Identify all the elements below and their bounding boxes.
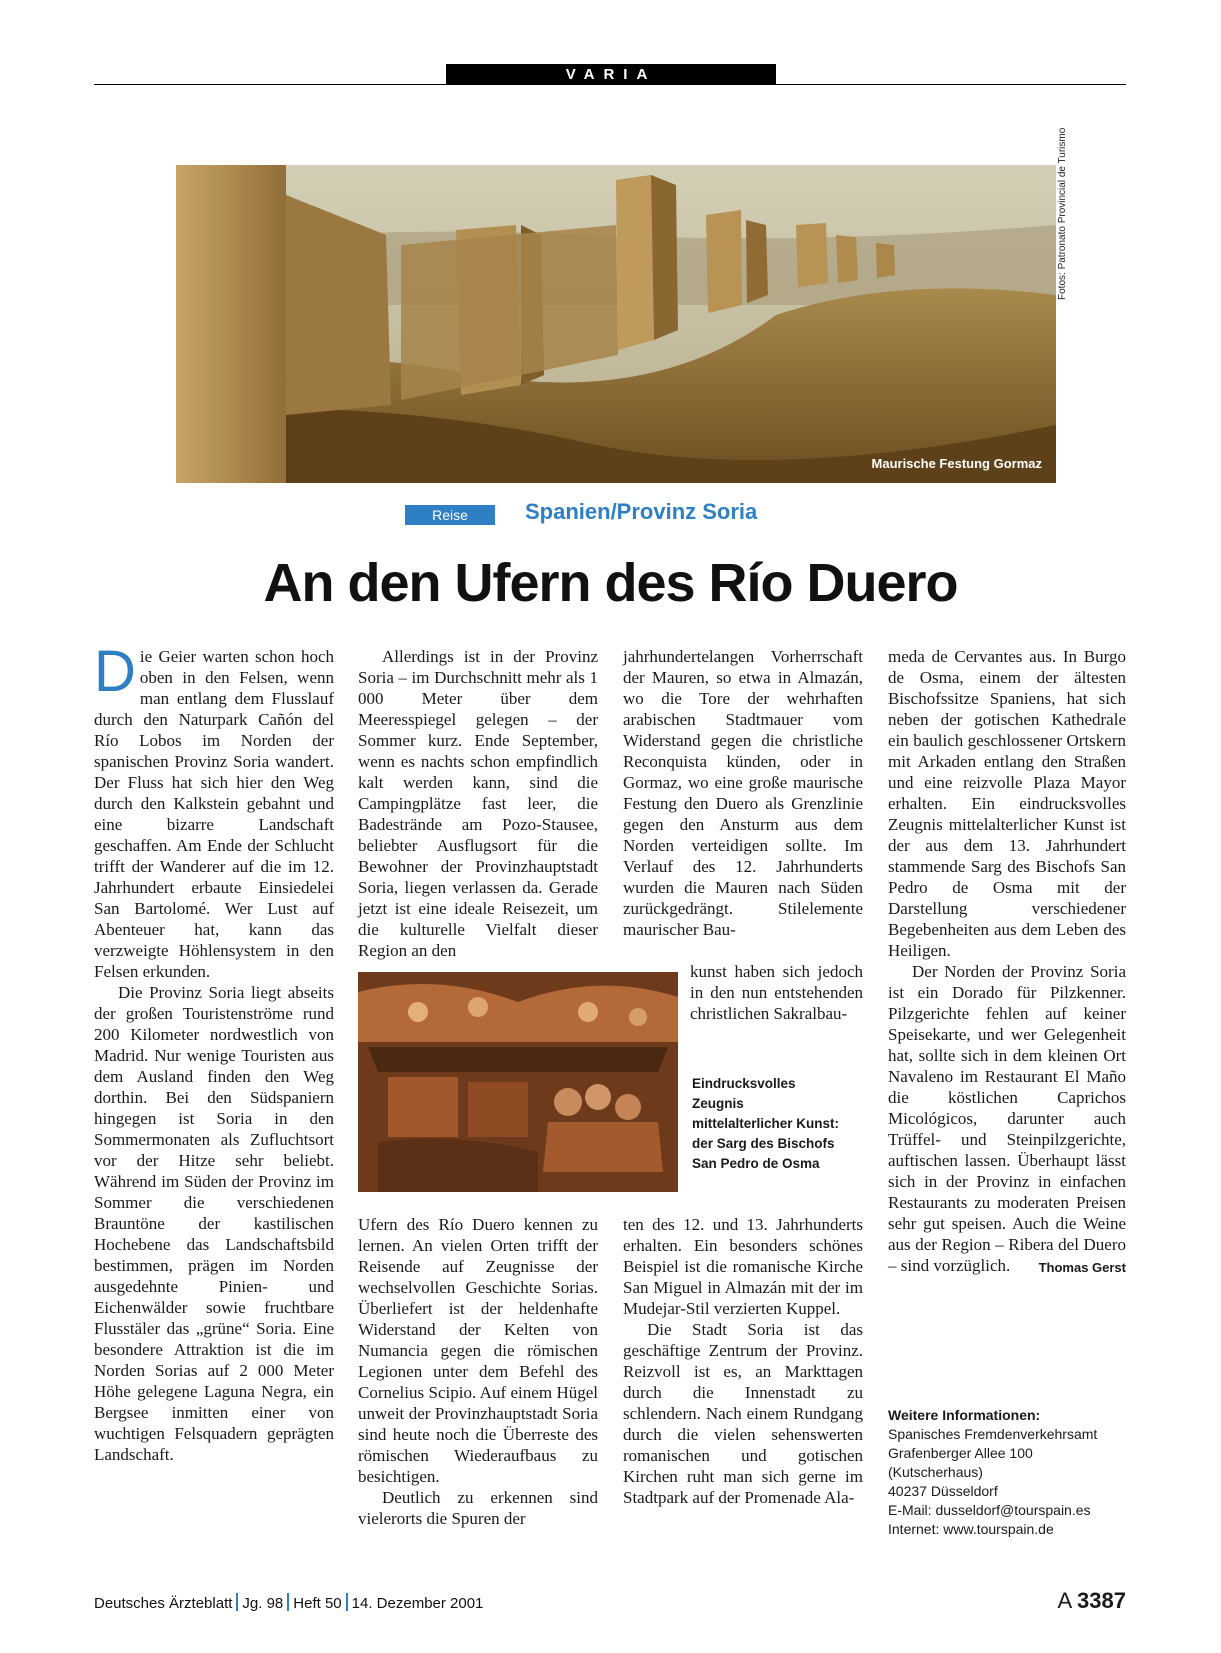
column-1 bbox=[94, 639, 334, 1465]
journal-name: Deutsches Ärzteblatt bbox=[94, 1595, 233, 1612]
paragraph-text: ie Geier warten schon hoch oben in den Felsen, wenn man entlang dem Flusslauf durch den Naturpark Cañón del Río Lobos im Norden der spanischen Provinz Soria wandert. Der Fluss hat sich hier den Weg durch den Kalkstein gebahnt und eine bizarre Landschaft geschaffen. Am Ende der Schlucht trifft der Wanderer auf die im 12. Jahrhundert erbaute Einsiedelei San Bartolomé. Wer Lust auf Abenteuer hat, kann das verzweigte Höhlensystem in den Felsen erkunden. bbox=[94, 647, 334, 981]
footer-separator bbox=[287, 1593, 289, 1611]
info-website: Internet: www.tourspain.de bbox=[888, 1521, 1054, 1537]
info-line: 40237 Düsseldorf bbox=[888, 1483, 998, 1499]
column-4 bbox=[888, 646, 1126, 1278]
info-title: Weitere Informationen: bbox=[888, 1407, 1041, 1423]
footer-separator bbox=[236, 1593, 238, 1611]
issue: Heft 50 bbox=[293, 1595, 342, 1612]
info-email: E-Mail: dusseldorf@tourspain.es bbox=[888, 1502, 1091, 1518]
issue-date: 14. Dezember 2001 bbox=[351, 1595, 484, 1612]
page-prefix: A bbox=[1057, 1588, 1071, 1613]
fortress-illustration bbox=[176, 165, 1056, 483]
footer bbox=[94, 1593, 483, 1612]
hero-caption: Maurische Festung Gormaz bbox=[871, 456, 1042, 471]
column-2-lower bbox=[358, 1214, 598, 1529]
drop-cap: D bbox=[94, 639, 136, 704]
column-3-narrow bbox=[690, 961, 863, 1024]
kicker-topic: Spanien/Provinz Soria bbox=[525, 499, 758, 524]
info-line: Spanisches Fremdenverkehrsamt bbox=[888, 1426, 1098, 1442]
paragraph-text: Der Norden der Provinz Soria ist ein Dorado für Pilzkenner. Pilzgerichte fehlen auf keiner Speisekarte, und wer Gelegenheit hat, sollte sich in dem kleinen Ort Navaleno im Restaurant El Maño die köstlichen Caprichos Micológicos, darunter auch Trüffel- und Steinpilzgerichte, auftischen lassen. Überhaupt lässt sich in der Provinz in einfachen Restaurants zu moderaten Preisen sehr gut speisen. Auch die Weine aus der Region – Ribera del Duero – sind vorzüglich. bbox=[888, 962, 1126, 1275]
paragraph: Die Provinz Soria liegt abseits der großen Touristenströme rund 200 Kilometer nordwestlich von Madrid. Nur wenige Touristen aus dem Ausland finden den Weg dorthin. Bei den Südspaniern hingegen ist Soria in den Sommermonaten als Zufluchtsort vor der Hitze sehr beliebt. Während im Süden der Provinz im Sommer die verschiedenen Brauntöne der kastilischen Hochebene das Landschaftsbild bestimmen, prägen im Norden ausgedehnte Pinien- und Eichenwälder sowie fruchtbare Flusstäler das „grüne“ Soria. Eine besondere Attraktion ist die im Norden Sorias auf 2 000 Meter Höhe gelegene Laguna Negra, ein Bergsee inmitten einer von wuchtigen Felsquadern geprägten Landschaft. bbox=[94, 983, 334, 1464]
page-number bbox=[1057, 1588, 1126, 1614]
column-2 bbox=[358, 646, 598, 961]
paragraph bbox=[94, 639, 334, 982]
paragraph: Allerdings ist in der Provinz Soria – im Durchschnitt mehr als 1 000 Meter über dem Meeresspiegel gelegen – der Sommer kurz. Ende September, wenn es nachts schon empfindlich kalt werden kann, sind die Campingplätze fast leer, die Badestrände am Pozo-Stausee, beliebter Ausflugsort für die Bewohner der Provinzhauptstadt Soria, liegen verlassen da. Gerade jetzt ist eine ideale Reisezeit, um die kulturelle Vielfalt dieser Region an den bbox=[358, 647, 598, 960]
footer-separator bbox=[346, 1593, 348, 1611]
author-byline: Thomas Gerst bbox=[1038, 1260, 1126, 1275]
hero-photo bbox=[176, 165, 1056, 483]
inset-caption: Eindrucksvolles Zeugnis mittelalterlicher Kunst: der Sarg des Bischofs San Pedro de Osma bbox=[692, 1076, 840, 1171]
info-line: (Kutscherhaus) bbox=[888, 1464, 983, 1480]
column-3 bbox=[623, 646, 863, 940]
page-value: 3387 bbox=[1077, 1588, 1126, 1613]
column-3-lower bbox=[623, 1214, 863, 1508]
photo-credit: Fotos: Patronato Provincial de Turismo bbox=[1057, 127, 1068, 300]
paragraph: Deutlich zu erkennen sind vielerorts die Spuren der bbox=[358, 1488, 598, 1528]
inset-photo bbox=[358, 972, 678, 1192]
paragraph: meda de Cervantes aus. In Burgo de Osma, einem der ältesten Bischofssitze Spaniens, hat sich neben der gotischen Kathedrale ein baulich geschlossener Ortskern mit Arkaden entlang den Straßen und eine reizvolle Plaza Mayor erhalten. Ein eindrucksvolles Zeugnis mittelalterlicher Kunst ist der aus dem 13. Jahrhundert stammende Sarg des Bischofs San Pedro de Osma mit der Darstellung verschiedener Begebenheiten aus dem Leben des Heiligen. bbox=[888, 647, 1126, 960]
paragraph bbox=[888, 961, 1126, 1276]
article-headline: An den Ufern des Río Duero bbox=[263, 553, 958, 613]
paragraph: Ufern des Río Duero kennen zu lernen. An vielen Orten trifft der Reisende auf Zeugnisse der wechselvollen Geschichte Sorias. Überliefert ist der heldenhafte Widerstand der Kelten von Numancia gegen die römischen Legionen unter dem Befehl des Cornelius Scipio. Auf einem Hügel unweit der Provinzhauptstadt Soria sind heute noch die Überreste des römischen Wiederaufbaus zu besichtigen. bbox=[358, 1215, 598, 1486]
section-label: VARIA bbox=[446, 64, 776, 85]
info-box bbox=[888, 1406, 1128, 1539]
sarcophagus-illustration bbox=[358, 972, 678, 1192]
info-line: Grafenberger Allee 100 bbox=[888, 1445, 1033, 1461]
paragraph: Die Stadt Soria ist das geschäftige Zentrum der Provinz. Reizvoll ist es, an Markttagen durch die Innenstadt zu schlendern. Nach einem Rundgang durch die vielen sehenswerten romanischen und gotischen Kirchen ruht man sich gerne im Stadtpark auf der Promenade Ala- bbox=[623, 1320, 863, 1507]
volume: Jg. 98 bbox=[242, 1595, 284, 1612]
paragraph: kunst haben sich jedoch in den nun entstehenden christlichen Sakralbau- bbox=[690, 962, 863, 1023]
paragraph: jahrhundertelangen Vorherrschaft der Mauren, so etwa in Almazán, wo die Tore der wehrhaften arabischen Stadtmauer vom Widerstand gegen die christliche Reconquista künden, oder in Gormaz, wo eine große maurische Festung den Duero als Grenzlinie gegen den Ansturm aus dem Norden verteidigen sollte. Im Verlauf des 12. Jahrhunderts wurden die Mauren nach Süden zurückgedrängt. Stilelemente maurischer Bau- bbox=[623, 647, 863, 939]
category-badge: Reise bbox=[405, 505, 495, 525]
paragraph: ten des 12. und 13. Jahrhunderts erhalten. Ein besonders schönes Beispiel ist die romanische Kirche San Miguel in Almazán mit der im Mudejar-Stil verzierten Kuppel. bbox=[623, 1215, 863, 1318]
